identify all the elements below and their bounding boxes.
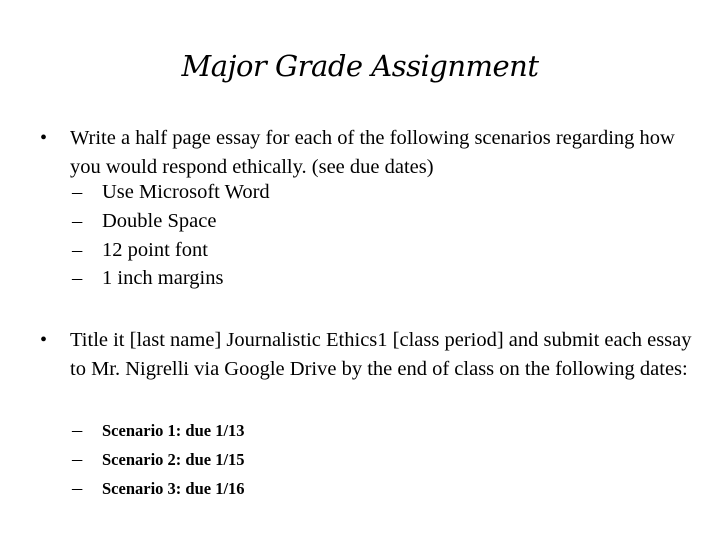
bullet-marker: •: [40, 127, 48, 149]
sub-item-text: Double Space: [102, 210, 217, 232]
bullet-marker: •: [40, 329, 48, 351]
slide-title: Major Grade Assignment: [181, 49, 539, 83]
dash-marker: –: [72, 477, 83, 499]
sub-item-text: Scenario 2: due 1/15: [102, 450, 245, 469]
sub-item-text: 12 point font: [102, 239, 208, 261]
dash-marker: –: [72, 419, 83, 441]
dash-marker: –: [72, 210, 83, 232]
sub-item-text: 1 inch margins: [102, 267, 224, 289]
dash-marker: –: [72, 181, 83, 203]
bullet-item-2: [40, 326, 700, 384]
dash-marker: –: [72, 267, 83, 289]
dash-marker: –: [72, 239, 83, 261]
dash-marker: –: [72, 448, 83, 470]
bullet-text: Write a half page essay for each of the following scenarios regarding how you would respond ethically. (see due dates): [70, 127, 675, 178]
sub-item-text: Scenario 1: due 1/13: [102, 421, 245, 440]
bullet-text: Title it [last name] Journalistic Ethics1 [class period] and submit each essay to Mr. Nigrelli via Google Drive by the end of class on the following dates:: [70, 329, 692, 380]
sub-item-text: Use Microsoft Word: [102, 181, 270, 203]
bullet-item-1: [40, 124, 700, 182]
sub-item-text: Scenario 3: due 1/16: [102, 479, 245, 498]
